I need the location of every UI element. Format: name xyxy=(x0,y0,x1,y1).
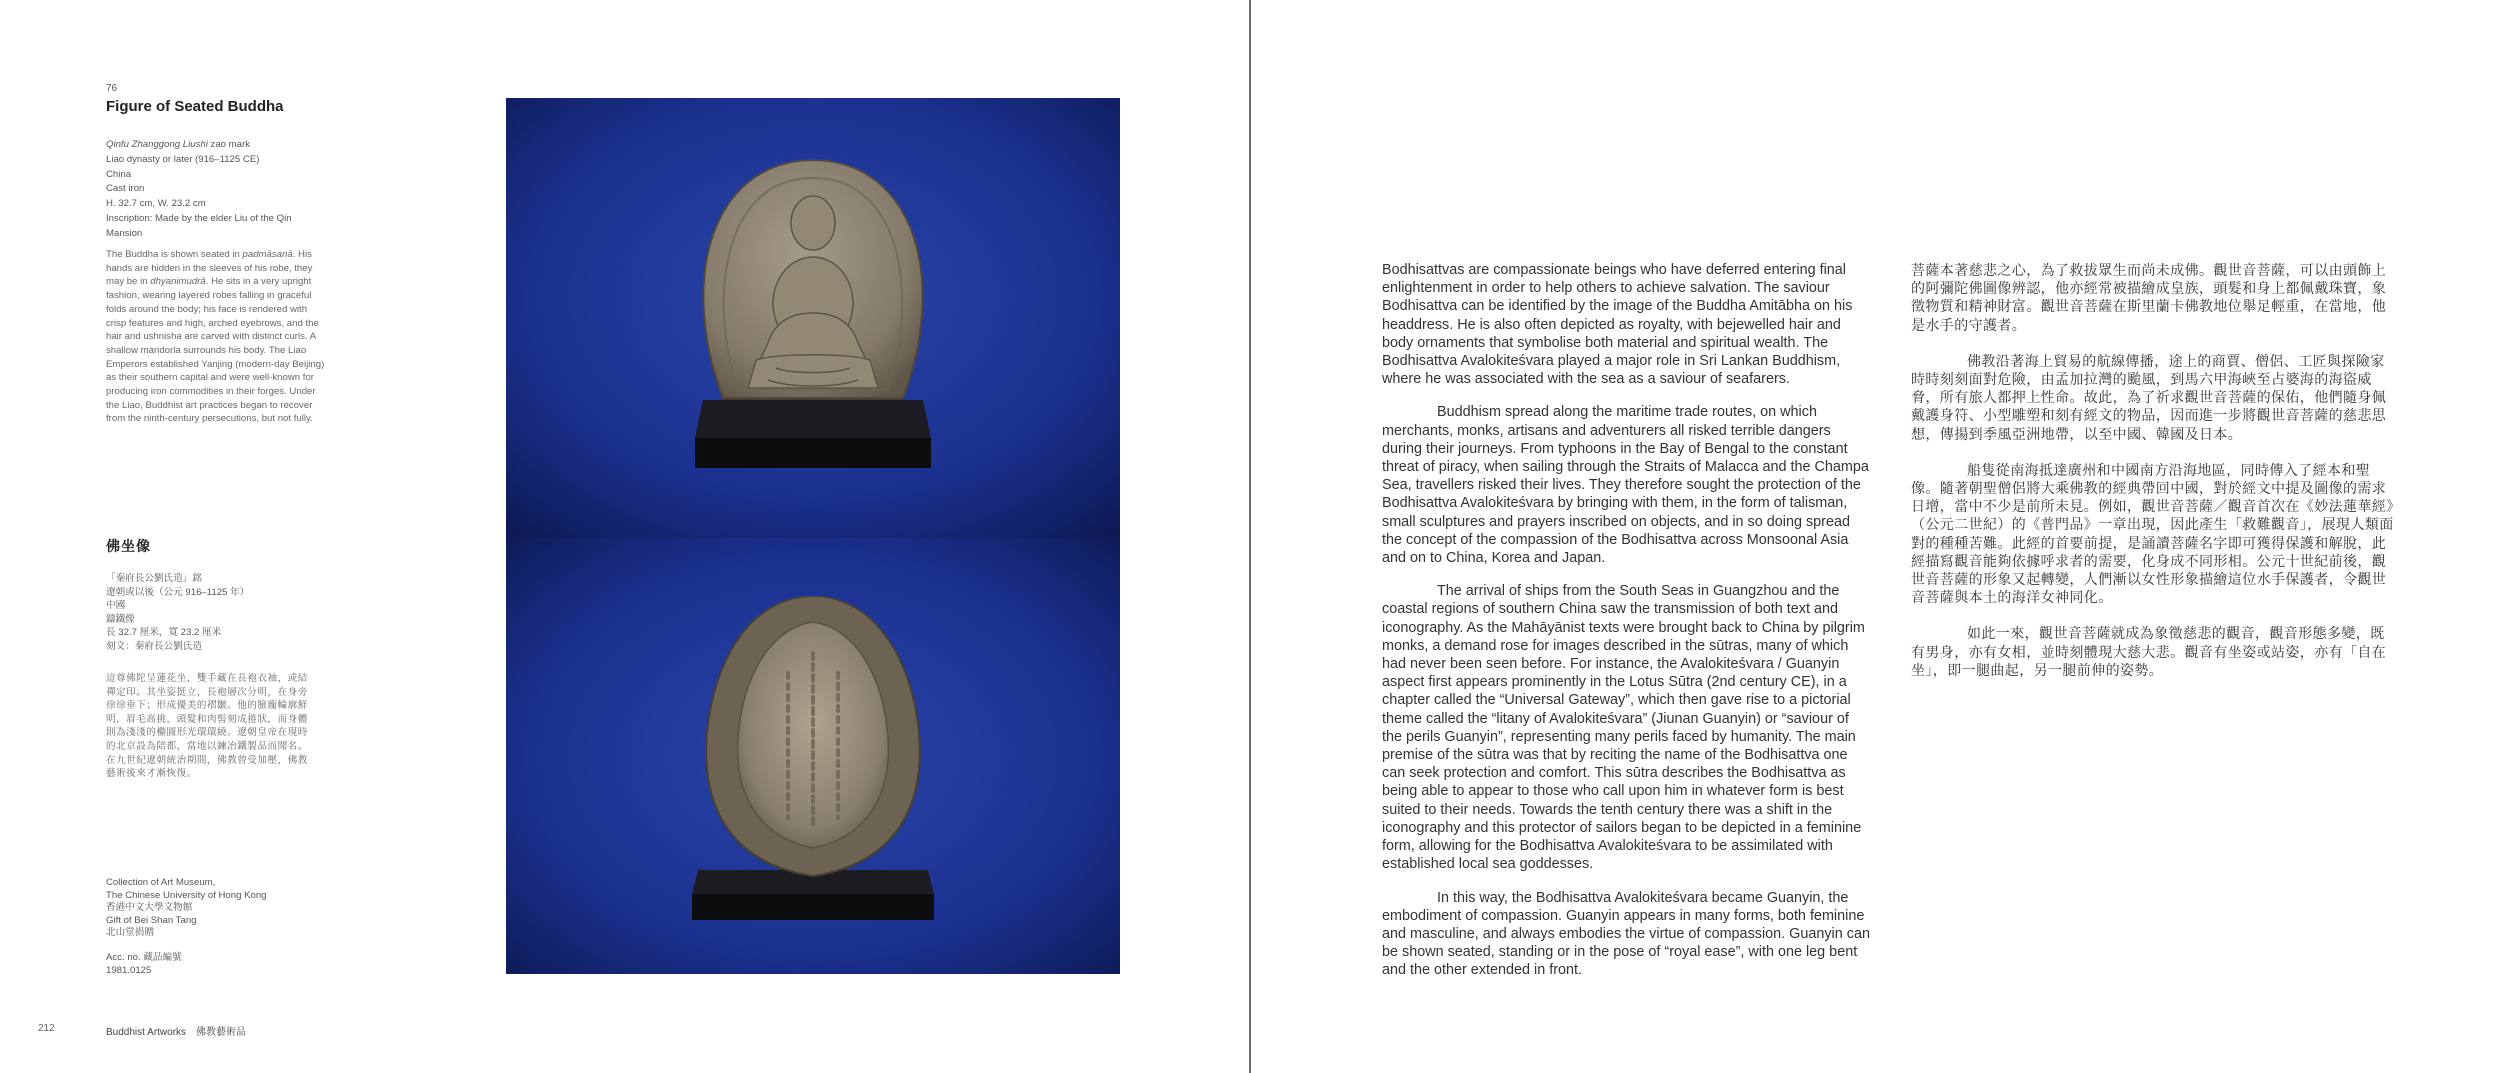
object-details-en xyxy=(106,138,326,242)
stand-bottom xyxy=(692,870,934,920)
material-en: Cast iron xyxy=(106,183,145,195)
essay-chinese xyxy=(1911,261,2397,697)
period-zh: 遼朝或以後（公元 916–1125 年） xyxy=(106,586,250,598)
essay-en-paragraph: Buddhism spread along the maritime trade routes, on which merchants, monks, artisans and adventurers all risked terrible dangers during their journeys. From typhoons in the Bay of Bengal to the constant threat of piracy, when sailing through the Straits of Malacca and the Champa Sea, travellers risked their lives. They therefore sought the protection of the Bodhisattva Avalokiteśvara by bringing with them, in the form of talisman, small sculptures and prayers inscribed on objects, and in so doing spread the concept of the compassion of the Bodhisattva across Monsoonal Asia and on to China, Korea and Japan. xyxy=(1382,404,1869,567)
term-padmasana: padmāsanā xyxy=(242,249,293,260)
running-footer-en: Buddhist Artworks xyxy=(106,1027,187,1038)
inscription-zh: 刻文：秦府長公劉氏造 xyxy=(106,640,202,652)
running-footer xyxy=(106,1023,256,1038)
material-zh: 鑄鐵像 xyxy=(106,613,135,625)
dimensions-zh: 長 32.7 厘米，寬 23.2 厘米 xyxy=(106,627,222,639)
mark-name: Qinfu Zhanggong Liushi xyxy=(106,139,208,150)
essay-zh-paragraph: 如此一來，觀世音菩薩就成為象徵慈悲的觀音，觀音形態多變，既有男身，亦有女相，並時刻體現大慈大悲。觀音有坐姿或站姿，亦有「自在坐」，即一腿曲起，另一腿前伸的姿勢。 xyxy=(1911,625,2387,678)
object-title-zh: 佛坐像 xyxy=(106,538,151,554)
mark-suffix: zao mark xyxy=(207,139,250,150)
essay-en-paragraph: The arrival of ships from the South Seas in Guangzhou and the coastal regions of southern China saw the transmission of both text and iconography. As the Mahāyānist texts were brought back to China by pilgrim monks, a demand rose for images described in the sūtras, many of which had never been seen before. For instance, the Avalokiteśvara / Guanyin aspect first appears prominently in the Lotus Sūtra (2nd century CE), in a chapter called the “Universal Gateway”, which then gave rise to a pictorial theme called the “litany of Avalokiteśvara” (Jiunan Guanyin) or “saviour of the perils Guanyin”, representing many perils faced by humanity. The main premise of the sūtra was that by reciting the name of the Bodhisattva one can seek protection and comfort. This sūtra describes the Bodhisattva as being able to appear to those who call upon him in whatever form is best suited to their needs. Towards the tenth century there was a shift in the iconography and this protector of sailors began to be depicted in a feminine form, allowing for the Bodhisattva Avalokiteśvara to be assimilated with established local sea goddesses. xyxy=(1382,583,1865,873)
essay-zh-paragraph: 菩薩本著慈悲之心，為了救拔眾生而尚未成佛。觀世音菩薩，可以由頭飾上的阿彌陀佛圖像辨認，他亦經常被描繪成皇族，頭髮和身上都佩戴珠寶，象徵物質和精神財富。觀世音菩薩在斯里蘭卡佛教地位舉足輕重，在當地，他是水手的守護者。 xyxy=(1911,262,2387,333)
essay-en-paragraph: Bodhisattvas are compassionate beings who have deferred entering final enlightenment in order to help others to achieve salvation. The saviour Bodhisattva can be identified by the image of the Buddha Amitābha on his headdress. He is also often depicted as royalty, with bejewelled hair and body ornaments that symbolise both material and spiritual wealth. The Bodhisattva Avalokiteśvara played a major role in Sri Lankan Buddhism, where he was associated with the sea as a saviour of seafarers. xyxy=(1382,262,1853,388)
collection-credit: Collection of Art Museum, The Chinese University of Hong Kong 香港中文大學文物館 Gift of Bei Shan Tang 北山堂捐贈 xyxy=(106,877,267,939)
accession-value: 1981.0125 xyxy=(106,964,152,976)
object-title-en: Figure of Seated Buddha xyxy=(106,98,284,115)
running-footer-zh: 佛教藝術品 xyxy=(196,1027,247,1038)
mark-line xyxy=(106,138,326,153)
dimensions-en: H. 32.7 cm, W. 23.2 cm xyxy=(106,198,206,210)
object-description-en: The Buddha is shown seated in padmāsanā. His hands are hidden in the sleeves of his robe, they may be in dhyanimudrā. He sits in a very upright fashion, wearing layered robes falling in graceful folds around the body; his face is rendered with crisp features and high, arched eyebrows, and the hair and ushnisha are carved with distinct curls. A shallow mandorla surrounds his body. The Liao Emperors established Yanjing (modern-day Beijing) as their southern capital and were well-known for producing iron commodities in their forges. Under the Liao, Buddhist art practices began to recover from the ninth-century persecutions, but not fully. xyxy=(106,249,325,425)
term-dhyanimudra: dhyanimudrā xyxy=(150,276,206,288)
period-en: Liao dynasty or later (916–1125 CE) xyxy=(106,153,260,165)
sculpture-back-photo xyxy=(506,538,1120,974)
object-details-zh xyxy=(106,572,306,654)
essay-en-paragraph: In this way, the Bodhisattva Avalokiteśvara became Guanyin, the embodiment of compassion. Guanyin appears in many forms, both feminine and masculine, and always embodies the virtue of compassion. Guanyin can be shown seated, standing or in the pose of “royal ease”, with one leg bent and the other extended in front. xyxy=(1382,889,1870,979)
object-description-zh: 這尊佛陀呈蓮花坐，雙手藏在長袍衣袖，或結禪定印。其坐姿挺立，長袍層次分明，在身旁徐徐垂下；形成優美的褶皺。他的臉龐輪廓鮮明，眉毛高挑，頭髮和肉髻刻成捲狀，而身體則為淺淺的橢圓形光環環繞。遼朝皇帝在現時的北京設為陪都，當地以鍊冶鐵製品而聞名。在九世紀遼朝統治期間，佛教曾受加壓，佛教藝術後來才漸恢復。 xyxy=(106,673,308,780)
sculpture-front-photo xyxy=(506,98,1120,538)
stand-top xyxy=(695,400,931,468)
essay-zh-paragraph: 佛教沿著海上貿易的航線傳播，途上的商賈、僧侶、工匠與探險家時時刻刻面對危險，由孟加拉灣的颱風，到馬六甲海峽至占婆海的海盜威脅，所有旅人都押上性命。故此，為了祈求觀世音菩薩的保佑，他們隨身佩戴護身符、小型雕塑和刻有經文的物品，因而進一步將觀世音菩薩的慈悲思想，傳揚到季風亞洲地帶，以至中國、韓國及日本。 xyxy=(1911,352,2387,442)
origin-zh: 中國 xyxy=(106,600,126,612)
origin-en: China xyxy=(106,168,132,180)
mark-zh: 「秦府長公劉氏造」銘 xyxy=(106,573,202,584)
accession-label: Acc. no. 藏品編號 xyxy=(106,952,182,963)
inscription-en-line2: Mansion xyxy=(106,227,143,239)
essay-english xyxy=(1382,261,1872,995)
catalogue-number: 76 xyxy=(106,83,118,94)
essay-zh-paragraph: 船隻從南海抵達廣州和中國南方沿海地區，同時傳入了經本和聖像。隨著朝聖僧侶將大乘佛教的經典帶回中國，對於經文中提及圖像的需求日增，當中不少是前所未見。例如，觀世音菩薩／觀音首次在《妙法蓮華經》（公元二世紀）的《普門品》一章出現，因此產生「救難觀音」，展現人類面對的種種苦難。此經的首要前提，是誦讀菩薩名字即可獲得保護和解脫，此經描寫觀音能夠依據呼求者的需要，化身成不同形相。公元十世紀前後，觀世音菩薩的形象又起轉變，人們漸以女性形象描繪這位水手保護者，令觀世音菩薩與本土的海洋女神同化。 xyxy=(1911,461,2394,606)
inscription-en-line1: Inscription: Made by the elder Liu of the Qin xyxy=(106,212,292,224)
page-number: 212 xyxy=(38,1023,55,1034)
page-gutter xyxy=(1249,0,1251,1073)
accession-number xyxy=(106,952,182,977)
